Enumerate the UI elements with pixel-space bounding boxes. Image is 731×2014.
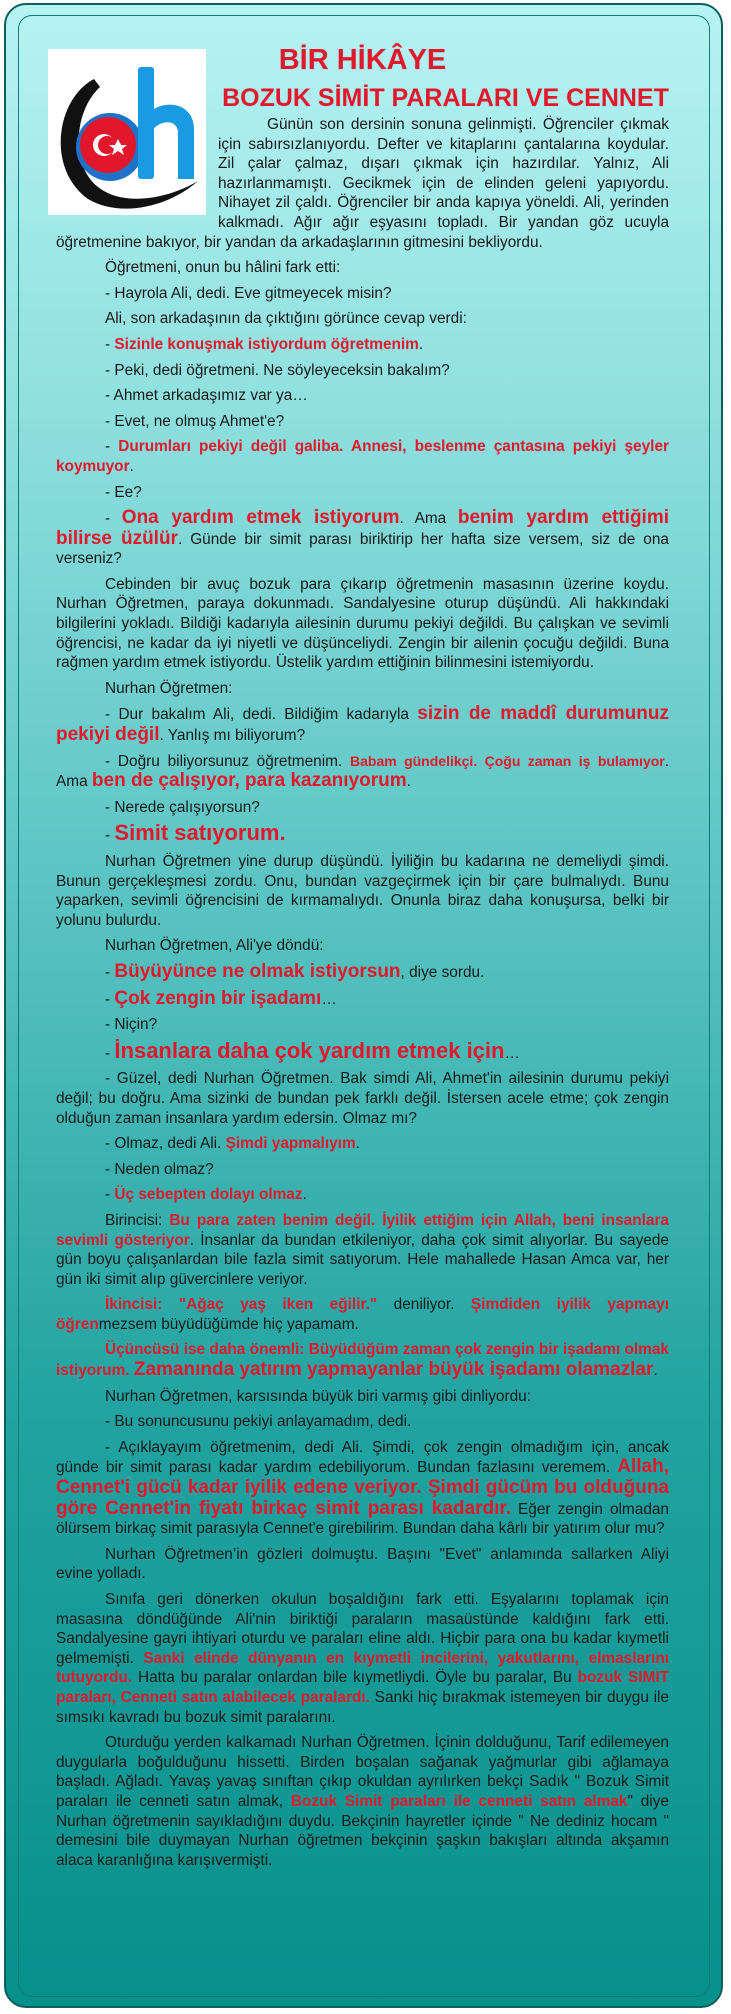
paragraph-text: - Peki, dedi öğretmeni. Ne söyleyeceksin bakalım?: [105, 361, 450, 379]
story-paragraph: [56, 575, 669, 673]
highlighted-text: benim yardım ettiğimi bilirse üzülür: [56, 507, 670, 549]
paragraph-text: Oturduğu yerden kalkamadı Nurhan Öğretmen. İçinin dolduğunu, Tarif edilemeyen duygularla boğulduğunu hissetti. Birden boşalan sağanak yağmurlar gibi ağlamaya başladı. Ağladı. Yavaş yavaş sınıftan çıkıp okuldan ayrılırken bekçi Sadık " Bozuk Simit paraları ile cenneti satın almak,: [56, 1734, 669, 1810]
paragraph-text: . Günde bir simit parası biriktirip her hafta size versem, siz de ona verseniz?: [56, 530, 669, 568]
paragraph-text: Nurhan Öğretmen:: [105, 679, 233, 697]
highlighted-text: Üçüncüsü ise daha önemli: Büyüdüğüm zaman çok zengin bir işadamı olmak istiyorum.: [56, 1341, 669, 1380]
paragraph-text: - Dur bakalım Ali, dedi. Bildiğim kadarıyla: [105, 706, 418, 724]
story-paragraph: [56, 704, 669, 745]
story-paragraph: [56, 115, 669, 252]
paragraph-text: …: [321, 990, 337, 1008]
story-paragraph: [56, 798, 669, 818]
story-paragraph: [56, 335, 669, 355]
story-paragraph: [56, 1015, 669, 1035]
highlighted-text: Babam gündelikçi. Çoğu zaman iş bulamıyor: [350, 752, 665, 769]
paragraph-text: Ali, son arkadaşının da çıktığını görünce cevap verdi:: [105, 310, 467, 328]
story-paragraph: [56, 1590, 669, 1727]
paragraph-text: Hatta bu paralar onlardan bile kıymetliydi. Öyle bu paralar, Bu: [132, 1669, 578, 1687]
story-body: [56, 115, 669, 1870]
story-paragraph: [56, 483, 669, 503]
story-paragraph: [56, 1412, 669, 1432]
paragraph-text: .: [129, 457, 134, 475]
story-paragraph: [56, 258, 669, 278]
page-frame: [4, 3, 723, 2008]
story-paragraph: [56, 412, 669, 432]
paragraph-text: Sınıfa geri dönerken okulun boşaldığını fark etti. Eşyalarını toplamak için masasına döndüğünde Ali'nin biriktiği paraların masaüstünde kaldığını fark etti. Sandalyesine gayri ihtiyari oturdu ve paraları eline aldı. Hiçbir para ona bu kadar kıymetli gelmemişti.: [56, 1591, 669, 1667]
paragraph-text: . Ama: [56, 752, 670, 791]
highlighted-text: Şimdiden iyilik yapmayı öğren: [56, 1296, 669, 1333]
paragraph-text: deniliyor.: [377, 1296, 471, 1314]
paragraph-text: Nurhan Öğretmen, Ali'ye döndü:: [105, 937, 324, 955]
paragraph-text: …: [504, 1044, 520, 1062]
paragraph-text: Nurhan Öğretmen’in gözleri dolmuştu. Başını "Evet" anlamında sallarken Aliyi evine yolladı.: [56, 1545, 669, 1583]
paragraph-text: Birincisi:: [105, 1211, 170, 1229]
story-paragraph: [56, 1340, 669, 1380]
highlighted-text: Çok zengin bir işadamı: [114, 987, 322, 1009]
story-paragraph: [56, 1733, 669, 1870]
paragraph-text: .: [653, 1362, 658, 1380]
highlighted-text: Büyüyünce ne olmak istiyorsun: [114, 960, 401, 982]
paragraph-text: -: [105, 510, 122, 528]
highlighted-text: Allah, Cennet'i gücü kadar iyilik edene veriyor. Şimdi gücüm bu olduğuna göre Cennet'in fiyatı birkaç simit parası kadardır.: [56, 1456, 669, 1519]
paragraph-text: - Evet, ne olmuş Ahmet'e?: [105, 412, 285, 430]
story-paragraph: [56, 1185, 669, 1205]
paragraph-text: - Ahmet arkadaşımız var ya…: [105, 387, 308, 405]
paragraph-text: Eğer zengin olmadan ölürsem birkaç simit parasıyla Cennet'e girebilirim. Bundan daha kârlı bir yatırım olur mu?: [56, 1500, 669, 1538]
paragraph-text: -: [105, 827, 115, 845]
highlighted-text: Sizinle konuşmak istiyordum öğretmenim: [114, 335, 419, 353]
paragraph-text: . İnsanlar da bundan etkileniyor, daha çok simit alıyorlar. Bu sayede gün boyu çalışanlardan bile fazla simit satıyorum. Hele mahallede Hasan Amca var, her gün iki simit alıp güvercinlere veriyor.: [56, 1231, 669, 1288]
highlighted-text: İnsanlara daha çok yardım etmek için: [114, 1037, 505, 1063]
story-paragraph: [56, 962, 669, 983]
story-paragraph: [56, 852, 669, 930]
paragraph-text: .: [406, 773, 411, 791]
story-paragraph: [56, 1438, 669, 1539]
paragraph-text: Nurhan Öğretmen, karsısında büyük biri varmış gibi dinliyordu:: [105, 1387, 531, 1405]
paragraph-text: - Hayrola Ali, dedi. Eve gitmeyecek misin?: [105, 284, 392, 302]
story-paragraph: [56, 820, 669, 846]
story-paragraph: [56, 1160, 669, 1180]
story-paragraph: [56, 1211, 669, 1289]
paragraph-text: -: [105, 990, 115, 1008]
paragraph-text: -: [105, 438, 119, 456]
paragraph-text: - Nerede çalışıyorsun?: [105, 798, 260, 816]
highlighted-text: Simit satıyorum.: [114, 820, 286, 846]
paragraph-text: - Olmaz, dedi Ali.: [105, 1135, 226, 1153]
page-title: BİR HİKÂYE: [278, 44, 447, 76]
story-content: [56, 37, 669, 1876]
paragraph-text: " diye Nurhan öğretmenin sayıkladığını duydu. Bekçinin hayretler içinde " Ne dediniz hocam " demesini bile duymayan Nurhan öğretmen bekçinin şaşkın bakışları altında akşamın alaca karanlığına karışıvermişti.: [56, 1792, 669, 1869]
paragraph-text: - Bu sonuncusunu pekiyi anlayamadım, dedi.: [105, 1413, 412, 1431]
paragraph-text: .: [355, 1135, 360, 1153]
highlighted-text: Üç sebepten dolayı olmaz: [114, 1186, 303, 1204]
highlighted-text: Şimdi yapmalıyım: [225, 1135, 356, 1153]
dh-logo-icon: [48, 49, 206, 215]
story-paragraph: [56, 752, 669, 792]
paragraph-text: . Ama: [399, 510, 458, 528]
story-paragraph: [56, 936, 669, 956]
story-paragraph: [56, 508, 669, 569]
paragraph-text: Öğretmeni, onun bu hâlini fark etti:: [105, 259, 341, 277]
highlighted-text: bozuk SIMIT paraları, Cenneti satın alabilecek paralardı.: [56, 1669, 669, 1706]
paragraph-text: -: [105, 1186, 115, 1204]
paragraph-text: Günün son dersinin sonuna gelinmişti. Öğrenciler çıkmak için sabırsızlanıyordu. Defter ve kitaplarını çantalarına koydular. Zil çalar çalmaz, dışarı çıkmak için hazırdılar. Yalnız, Ali hazırlanmamıştı. Gecikmek için de elinden geleni yapıyordu. Nihayet zil çaldı. Öğrenciler bir anda kapıya yöneldi. Ali, yerinden kalkmadı. Ağır ağır eşyasını topladı. Bir yandan göz ucuyla öğretmenine bakıyor, bir yandan da arkadaşlarının gitmesini bekliyordu.: [56, 116, 669, 251]
highlighted-text: ben de çalışıyor, para kazanıyorum: [91, 770, 407, 792]
story-title: BOZUK SİMİT PARALARI VE CENNET: [222, 84, 669, 112]
paragraph-text: - Neden olmaz?: [105, 1160, 214, 1178]
paragraph-text: -: [105, 335, 115, 353]
paragraph-text: .: [418, 335, 424, 353]
paragraph-text: - Güzel, dedi Nurhan Öğretmen. Bak simdi Ali, Ahmet'in ailesinin durumu pekiyi değil; bu doğru. Ama sizinki de bundan pek farklı değil. İstersen acele etme; çok zengin olduğun zaman insanlara yardım edersin. Olmaz mı?: [56, 1070, 669, 1127]
highlighted-text: Bozuk Simit paraları ile cenneti satın almak: [290, 1792, 628, 1810]
paragraph-text: - Ee?: [105, 483, 142, 501]
story-paragraph: [56, 284, 669, 304]
story-paragraph: [56, 1295, 669, 1334]
paragraph-text: -: [105, 963, 115, 981]
paragraph-text: . Yanlış mı biliyorum?: [159, 727, 306, 745]
paragraph-text: - Açıklayayım öğretmenim, dedi Ali. Şimdi, çok zengin olmadığım için, ancak günde bir simit parası kadar yardım edebiliyorum. Bundan fazlasını veremem.: [56, 1438, 669, 1477]
story-paragraph: [56, 989, 669, 1010]
story-paragraph: [56, 1069, 669, 1128]
story-paragraph: [56, 1387, 669, 1407]
story-paragraph: [56, 437, 669, 476]
paragraph-text: - Doğru biliyorsunuz öğretmenim.: [105, 752, 350, 770]
story-paragraph: [56, 386, 669, 406]
highlighted-text: Ona yardım etmek istiyorum: [121, 507, 400, 529]
paragraph-text: mezsem büyüdüğümde hiç yapamam.: [98, 1315, 359, 1333]
paragraph-text: , diye sordu.: [400, 963, 485, 981]
highlighted-text: Bu para zaten benim değil. İyilik ettiğim için Allah, beni insanlara sevimli gösteriyor: [56, 1211, 669, 1249]
paragraph-text: Cebinden bir avuç bozuk para çıkarıp öğretmenin masasının üzerine koydu. Nurhan Öğretmen, paraya dokunmadı. Sandalyesine oturup düşündü. Ali hakkındaki bilgilerini yokladı. Bildiği kadarıyla ailesinin durumu pekiyi değildi. Bu çalışkan ve sevimli öğrencisi, ne kadar da iyi niyetli ve düşünceliydi. Zengin bir ailenin çocuğu değildi. Buna rağmen yardım etmek istiyordu. Üstelik yardım ettiğinin bilinmesini istemiyordu.: [56, 575, 669, 672]
paragraph-text: Sanki hiç bırakmak istemeyen bir duygu ile sımsıkı kavradı bu bozuk simit paralarını.: [56, 1688, 669, 1726]
paragraph-text: - Niçin?: [105, 1016, 158, 1034]
story-paragraph: [56, 309, 669, 329]
story-paragraph: [56, 1545, 669, 1584]
story-paragraph: [56, 361, 669, 381]
paragraph-text: Nurhan Öğretmen yine durup düşündü. İyiliğin bu kadarına ne demeliydi şimdi. Bunun gerçekleşmesi zordu. Onu, bundan vazgeçirmek için bir çare bulmalıydı. Bunu yaparken, sevimli öğrencisini de kırmamalıydı. Onunla biraz daha konuşursa, belki bir yolunu bulurdu.: [56, 853, 669, 929]
story-paragraph: [56, 1134, 669, 1154]
highlighted-text: sizin de maddî durumunuz pekiyi değil: [56, 703, 669, 746]
highlighted-text: Sanki elinde dünyanın en kıymetli incilerini, yakutlarını, elmaslarını tutuyordu.: [56, 1649, 669, 1687]
paragraph-text: -: [105, 1044, 115, 1062]
highlighted-text: Durumları pekiyi değil galiba. Annesi, beslenme çantasına pekiyi şeyler koymuyor: [56, 438, 669, 475]
story-paragraph: [56, 1037, 669, 1064]
highlighted-text: İkincisi: "Ağaç yaş iken eğilir.": [105, 1296, 378, 1314]
story-paragraph: [56, 679, 669, 699]
highlighted-text: Zamanında yatırım yapmayanlar büyük işadamı olamazlar: [133, 1359, 654, 1381]
paragraph-text: .: [302, 1186, 307, 1204]
